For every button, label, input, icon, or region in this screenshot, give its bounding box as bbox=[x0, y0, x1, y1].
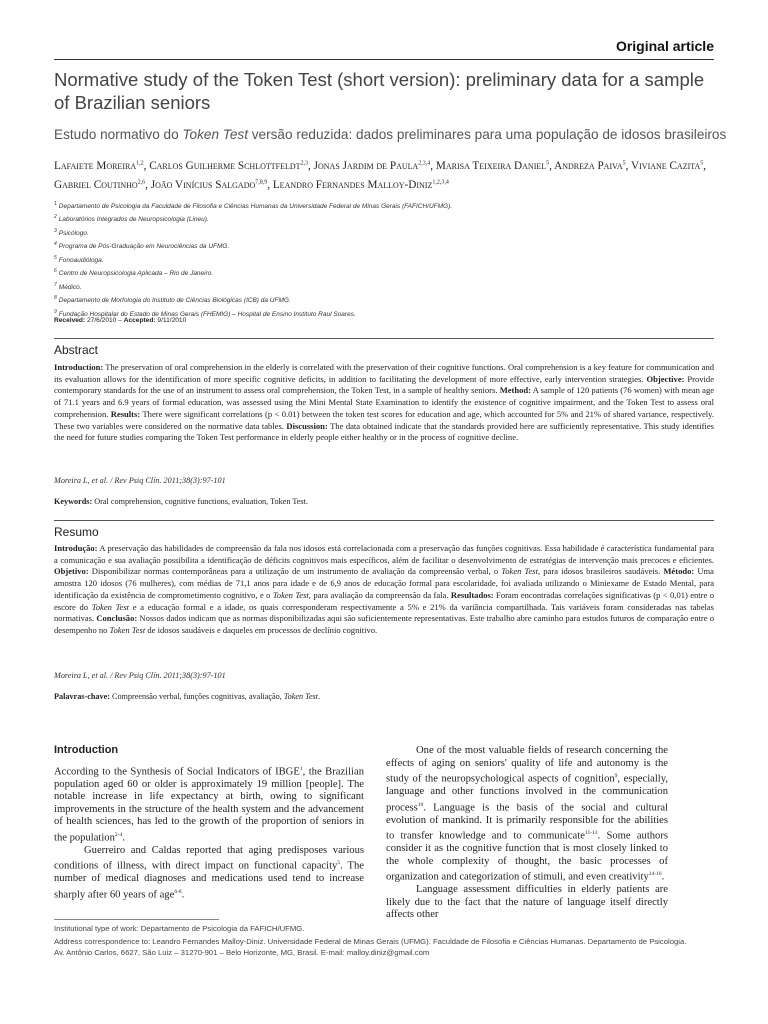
resumo-citation: Moreira L, et al. / Rev Psiq Clín. 2011;38(3):97-101 bbox=[54, 671, 226, 680]
author-list bbox=[54, 155, 714, 193]
body-paragraph: One of the most valuable fields of research concerning the effects of aging on seniors' quality of life and autonomy is the study of the neuropsychological aspects of cognition$^9$, especially, language and other functions involved in the communication process$^{10}$. Language is the basis of the social and cultural evolution of mankind. It is primarily responsible for the abilities to transfer knowledge and to communicate$^{11-13}$. Some authors consider it as the cognitive function that is most closely linked to the whole complexity of thought, the basic processes of organization and categorization of stimuli, and even creativity$^{14-16}$. bbox=[386, 745, 669, 883]
resumo-text: Introdução: A preservação das habilidades de compreensão da fala nos idosos está correlacionada com a preservação das funções cognitivas. Essa habilidade é característica fundamental para a comunicação e sua avaliação possibilita a identificação de déficits cognitivos mais específicos, além de facilitar o desenvolvimento de estratégias de intervenção mais precoces e eficientes. Objetivo: Disponibilizar normas contemporâneas para a utilização de um instrumento de avaliação da compreensão verbal, o Token Test, para idosos brasileiros saudáveis. Método: Uma amostra 120 idosos (76 mulheres), com médias de 71,1 anos para idade e de 6,9 anos de educação formal para escolaridade, foi avaliada utilizando o Miniexame de Estado Mental, para identificação da existência de comprometimento cognitivo, e o Token Test, para avaliação da compreensão da fala. Resultados: Foram encontradas correlações significativas (p < 0,01) entre o escore do Token Test e a educação formal e a idade, os quais corresponderam respectivamente a 5% e 21% da variância compartilhada. Tais variáveis foram consideradas nas tabelas normativas. Conclusão: Nossos dados indicam que as normas disponibilizadas aqui são suficientemente representativas. Este trabalho abre caminho para estudos futuros de comparação entre o desempenho no Token Test de idosos saudáveis e daqueles em processos de declínio cognitivo. bbox=[54, 543, 714, 635]
subtitle-italic: Token Test bbox=[182, 127, 248, 142]
abstract-text: Introduction: The preservation of oral comprehension in the elderly is correlated with the preservation of their cognitive functions. Oral comprehension is a key feature for communication and its evaluation allows for the identification of more specific cognitive deficits, in addition to facilitating the development of more effective, early intervention strategies. Objective: Provide contemporary standards for the use of an instrument to assess oral comprehension, the Token Test, in a sample of healthy seniors. Method: A sample of 120 patients (76 women) with mean age of 71.1 years and 6.9 years of formal education, was assessed using the Mini Mental State Examination to identify the existence of cognitive impairment, and the Token Test to assess oral comprehension. Results: There were significant correlations (p < 0.01) between the token test scores for education and age, which accounted for 5% and 21% of shared variance, respectively. These two variables were considered on the normative data tables. Discussion: The data obtained indicate that the standards provided here are sufficiently representative. This study identifies the need for future studies comparing the Token Test performance in elderly people either healthy or in the process of cognitive decline. bbox=[54, 362, 715, 443]
article-title: Normative study of the Token Test (short version): preliminary data for a sample of Brazilian seniors bbox=[54, 69, 705, 113]
subtitle-part: Estudo normativo do bbox=[54, 127, 183, 142]
article-type-label: Original article bbox=[615, 38, 714, 54]
affiliation: $^5$ Fonoaudióloga. bbox=[54, 254, 104, 264]
body-paragraph: Guerreiro and Caldas reported that aging predisposes various conditions of illness, with direct impact on functional capacity$^5$. The number of medical diagnoses and medications used tend to increase sharply after 60 years of age$^{6-8}$. bbox=[54, 844, 365, 901]
resumo-keywords: Palavras-chave: Compreensão verbal, funções cognitivas, avaliação, Token Test. bbox=[54, 692, 321, 701]
author: Viviane Cazita$^5$, bbox=[631, 159, 707, 172]
abstract-rule bbox=[54, 338, 714, 339]
body-right-column bbox=[386, 745, 668, 922]
affiliation: $^1$ Departamento de Psicologia da Faculdade de Filosofia e Ciências Humanas da Universidade Federal de Minas Gerais (FAFICH/UFMG). bbox=[54, 201, 453, 211]
affiliation-list bbox=[54, 199, 714, 320]
author: Andreza Paiva$^5$, bbox=[554, 159, 632, 172]
author: Lafaiete Moreira$^{1,2}$, bbox=[54, 159, 150, 172]
footer-address-line2: Av. Antônio Carlos, 6627, São Luiz – 31270-901 – Belo Horizonte, MG, Brasil. E-mail: malloy.diniz@gmail.com bbox=[54, 948, 430, 957]
header-rule bbox=[54, 59, 714, 60]
resumo-heading: Resumo bbox=[54, 525, 99, 539]
body-paragraph: Language assessment difficulties in elderly patients are likely due to the fact that the nature of language itself directly affects other bbox=[386, 884, 668, 921]
author: Leandro Fernandes Malloy-Diniz$^{1,2,3,4}$ bbox=[272, 178, 449, 191]
body-paragraph: According to the Synthesis of Social Indicators of IBGE$^1$, the Brazilian population aged 60 or older is approximately 19 million [people]. The notable increase in life expectancy at birth, owing to significant improvements in the structure of the health system and the advancement of health sciences, has led to the growth of the proportion of seniors in the population$^{2-4}$. bbox=[54, 765, 365, 844]
abstract-citation: Moreira L, et al. / Rev Psiq Clín. 2011;38(3):97-101 bbox=[54, 476, 226, 485]
affiliation: $^7$ Médico. bbox=[54, 281, 82, 291]
footer-address: Address correspondence to: Leandro Fernandes Malloy-Diniz. Universidade Federal de Minas Gerais (UFMG). Faculdade de Filosofia e Ciências Humanas. Departamento de Psicologia. bbox=[54, 937, 687, 946]
affiliation: $^8$ Departamento de Morfologia do Instituto de Ciências Biológicas (ICB) da UFMG. bbox=[54, 295, 291, 305]
author: Marisa Teixeira Daniel$^5$, bbox=[435, 159, 555, 172]
resumo-rule bbox=[54, 520, 714, 521]
body-left-column bbox=[54, 744, 364, 902]
affiliation: $^9$ Fundação Hospitalar do Estado de Minas Gerais (FHEMIG) – Hospital de Ensino Instituto Raul Soares. bbox=[54, 308, 356, 318]
article-subtitle bbox=[54, 127, 728, 142]
footer-rule bbox=[54, 919, 219, 920]
affiliation: $^4$ Programa de Pós-Graduação em Neurociências da UFMG. bbox=[54, 241, 230, 251]
subtitle-part: versão reduzida: dados preliminares para uma população de idosos brasileiros bbox=[247, 127, 727, 142]
received-dates: Received: 27/6/2010 – Accepted: 9/11/2010 bbox=[54, 317, 187, 324]
author: Jonas Jardim de Paula$^{2,3,4}$, bbox=[313, 159, 436, 172]
affiliation: $^2$ Laboratórios Integrados de Neuropsicologia (Lineu). bbox=[54, 214, 209, 224]
affiliation: $^3$ Psicólogo. bbox=[54, 227, 89, 238]
introduction-heading: Introduction bbox=[54, 744, 119, 756]
author: João Vinícius Salgado$^{7,8,9}$, bbox=[150, 178, 273, 191]
affiliation: $^6$ Centro de Neuropsicologia Aplicada – Rio de Janeiro. bbox=[54, 268, 214, 278]
abstract-keywords: Keywords: Oral comprehension, cognitive functions, evaluation, Token Test. bbox=[54, 497, 308, 506]
footer-institution: Institutional type of work: Departamento de Psicologia da FAFICH/UFMG. bbox=[54, 924, 305, 933]
author: Carlos Guilherme Schlottfeldt$^{2,3}$, bbox=[149, 159, 314, 172]
author: Gabriel Coutinho$^{2,6}$, bbox=[54, 178, 151, 191]
abstract-heading: Abstract bbox=[54, 343, 99, 357]
